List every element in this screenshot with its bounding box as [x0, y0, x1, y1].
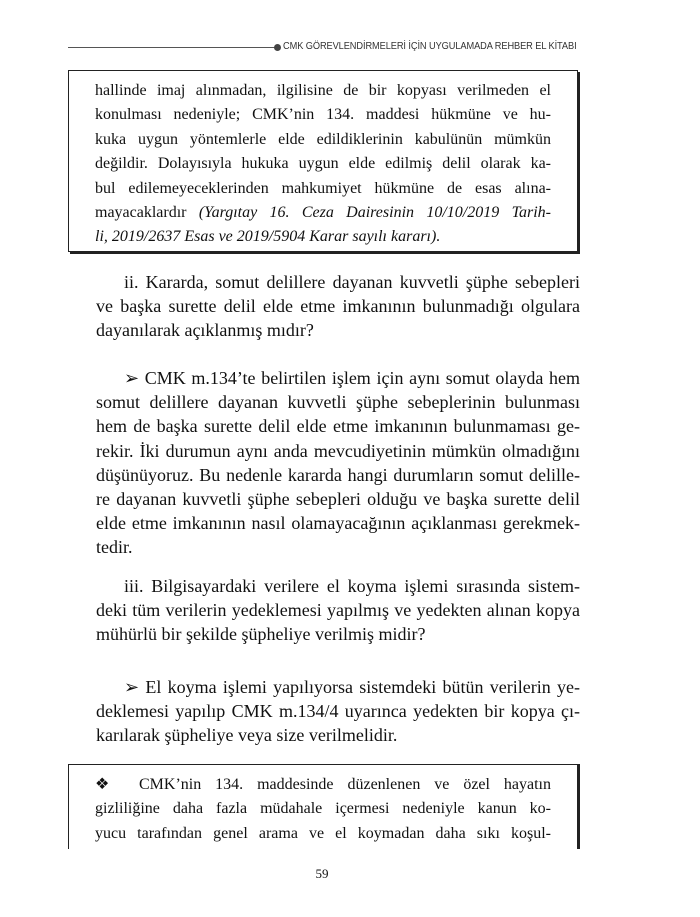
quote-box-top — [68, 70, 578, 252]
text-line — [95, 773, 551, 797]
text-line: mühürlü bir şekilde şüpheliye verilmiş midir? — [96, 624, 426, 645]
text-line: bul edilemeyeceklerinden mahkumiyet hükmüne de esas alına- — [95, 179, 551, 197]
text-line: dayanılarak açıklanmış mıdır? — [96, 320, 314, 341]
court-citation: (Yargıtay 16. Ceza Dairesinin 10/10/2019 Tarih- — [198, 204, 551, 222]
paragraph-answer-iii — [96, 675, 580, 748]
note-box-bottom — [68, 764, 578, 849]
header-rule — [68, 47, 275, 48]
text-line: değildir. Dolayısıyla hukuka uygun elde edilmiş delil olarak ka- — [95, 155, 551, 173]
text-line: ➢ El koyma işlemi yapılıyorsa sistemdeki bütün verilerin ye- — [124, 677, 580, 697]
text-line: somut delillere dayanan kuvvetli şüphe sebeplerinin bulunması — [96, 392, 580, 413]
text-line: düşünüyoruz. Bu nedenle kararda hangi durumların somut delille- — [96, 464, 580, 485]
text-line: hallinde imaj alınmadan, ilgilisine de bir kopyası verilmeden el — [95, 82, 551, 99]
text-line: kuka uygun yöntemlerle elde edildiklerinin kabulünün mümkün — [95, 130, 551, 148]
text-line: yucu tarafından genel arama ve el koymadan daha sıkı koşul- — [95, 824, 551, 842]
court-citation: li, 2019/2637 Esas ve 2019/5904 Karar sayılı kararı). — [95, 228, 441, 246]
text-regular: mayacaklardır — [95, 204, 199, 222]
text-line: karılarak şüpheliye veya size verilmelidir. — [96, 725, 398, 746]
text-line — [95, 201, 551, 225]
text-line: deklemesi yapılıp CMK m.134/4 uyarınca yedekten bir kopya çı- — [96, 701, 580, 722]
text-line: rekir. İki durumun aynı anda mevcudiyetinin mümkün olmadığını — [96, 440, 580, 461]
header-title: CMK GÖREVLENDİRMELERİ İÇİN UYGULAMADA REHBER EL KİTABI — [283, 40, 577, 52]
text-line: gizliliğine daha fazla müdahale içermesi nedeniyle kanun ko- — [95, 800, 551, 818]
text-line: hem de başka surette delil elde etme imkanının bulunmaması ge- — [96, 416, 580, 437]
quote-box-top-text — [95, 79, 551, 250]
text-line: iii. Bilgisayardaki verilere el koyma işlemi sırasında sistem- — [124, 576, 580, 596]
text-line: ii. Kararda, somut delillere dayanan kuvvetli şüphe sebepleri — [124, 272, 580, 292]
text-line: re dayanan kuvvetli şüphe sebepleri olduğu ve başka surette delil — [96, 489, 580, 510]
note-box-bottom-text — [95, 773, 551, 846]
text-line: tedir. — [96, 537, 133, 558]
text-line: deki tüm verilerin yedeklemesi yapılmış ve yedekten alınan kopya — [96, 600, 580, 621]
diamond-bullet-icon: ❖ — [95, 776, 110, 793]
text-line: konulması nedeniyle; CMK’nin 134. maddesi hükmüne ve hu- — [95, 106, 551, 124]
paragraph-question-ii — [96, 270, 580, 343]
running-header — [68, 40, 580, 54]
page-number: 59 — [315, 866, 329, 881]
text-regular: CMK’nin 134. maddesinde düzenlenen ve özel hayatın — [139, 776, 551, 793]
paragraph-question-iii — [96, 574, 580, 647]
text-line: ve başka surette delil elde etme imkanının bulunmadığı olgulara — [96, 296, 580, 317]
header-bullet-dot — [274, 44, 281, 51]
paragraph-answer-ii — [96, 366, 580, 560]
text-line: ➢ CMK m.134’te belirtilen işlem için aynı somut olayda hem — [124, 368, 580, 388]
text-line: elde etme imkanının nasıl olamayacağının açıklanması gerekmek- — [96, 513, 580, 534]
